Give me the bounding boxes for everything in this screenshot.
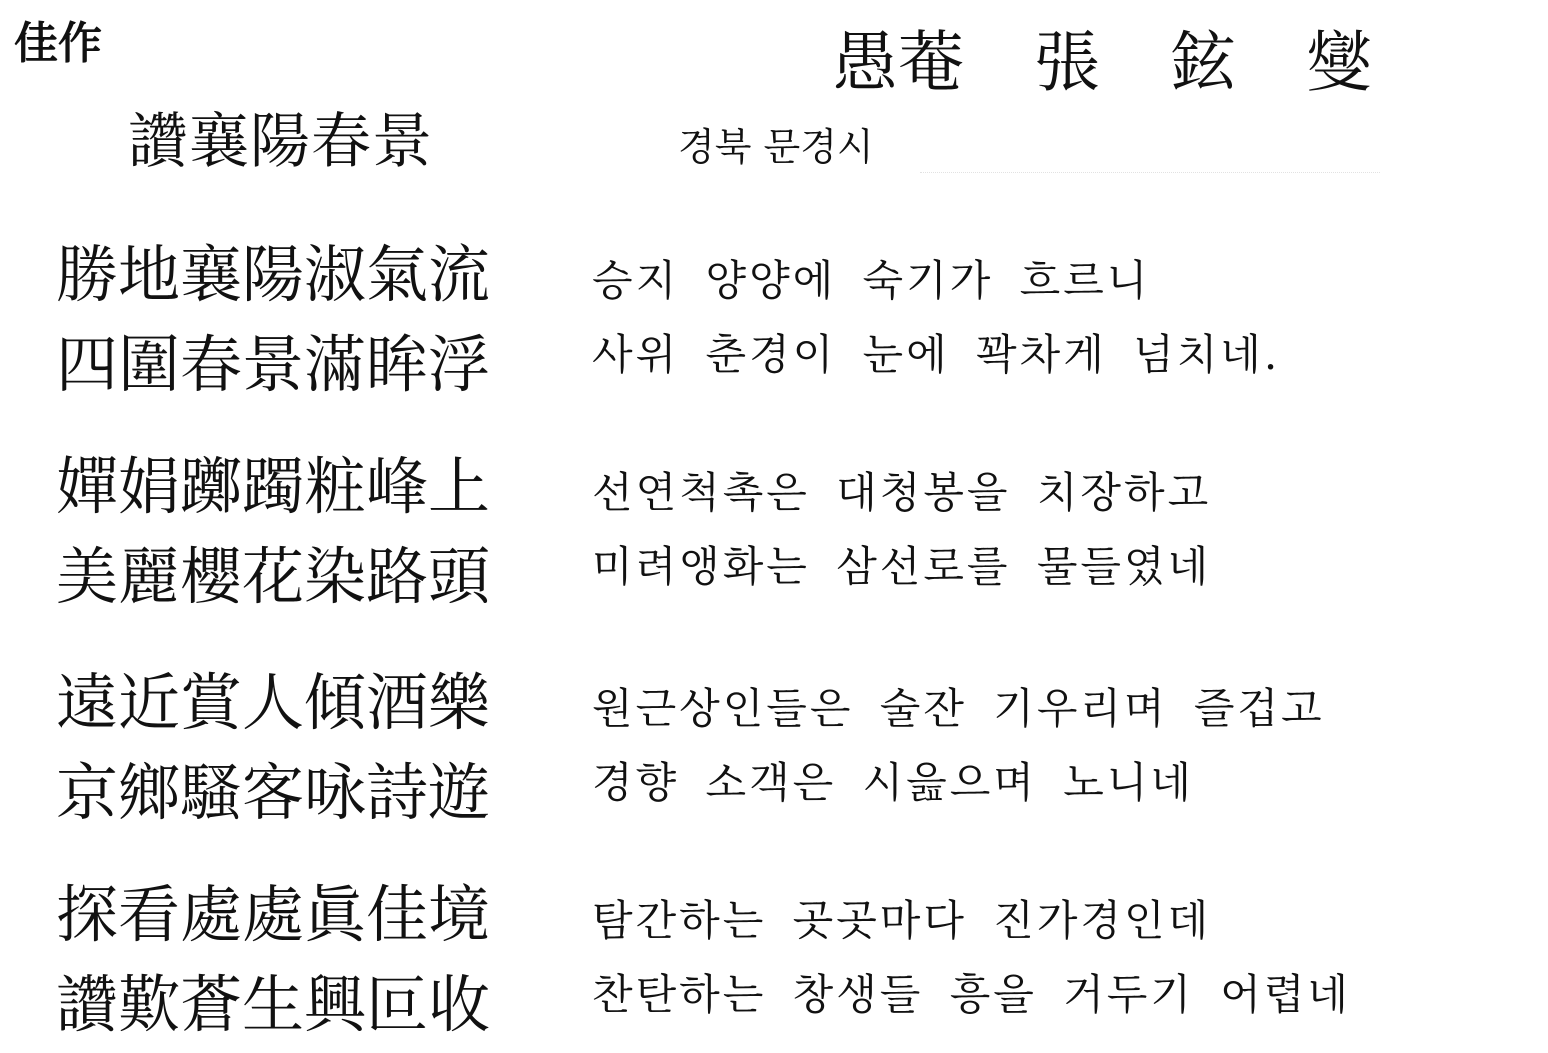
author-given-name-1: 鉉: [1170, 24, 1236, 101]
translation-line: 승지 양양에 숙기가 흐르니: [592, 256, 1151, 305]
hanja-line: 勝地襄陽淑氣流: [56, 238, 491, 311]
translation-line: 원근상인들은 술잔 기우리며 즐겁고: [592, 684, 1325, 733]
hanja-line: 讚歎蒼生興叵收: [56, 968, 491, 1041]
translation-line: 선연척촉은 대청봉을 치장하고: [592, 468, 1212, 517]
stanza-1: [0, 230, 1548, 400]
author-pen-name: 愚菴: [832, 24, 964, 101]
stanza-4: [0, 870, 1548, 1040]
translation-line: 찬탄하는 창생들 흥을 거두기 어렵네: [592, 970, 1351, 1019]
author-region: 경북 문경시: [678, 125, 874, 169]
translation-line: 탐간하는 곳곳마다 진가경인데: [592, 896, 1212, 945]
poem-title: 讚襄陽春景: [128, 107, 433, 177]
hanja-line: 四圍春景滿眸浮: [56, 328, 491, 401]
hanja-line: 嬋娟躑躅粧峰上: [56, 450, 491, 523]
hanja-line: 探看處處眞佳境: [56, 878, 491, 951]
author-name: [832, 24, 1372, 101]
hanja-line: 京鄉騷客咏詩遊: [56, 756, 491, 829]
award-label: 佳作: [14, 18, 102, 69]
translation-line: 경향 소객은 시읊으며 노니네: [592, 758, 1194, 807]
author-surname: 張: [1034, 24, 1100, 101]
translation-line: 사위 춘경이 눈에 꽉차게 넘치네.: [592, 330, 1281, 379]
hanja-line: 美麗櫻花染路頭: [56, 540, 491, 613]
stanza-3: [0, 658, 1548, 828]
hanja-line: 遠近賞人傾酒樂: [56, 666, 491, 739]
translation-line: 미려앵화는 삼선로를 물들였네: [592, 542, 1212, 591]
author-given-name-2: 燮: [1306, 24, 1372, 101]
divider: [920, 172, 1380, 173]
stanza-2: [0, 442, 1548, 612]
